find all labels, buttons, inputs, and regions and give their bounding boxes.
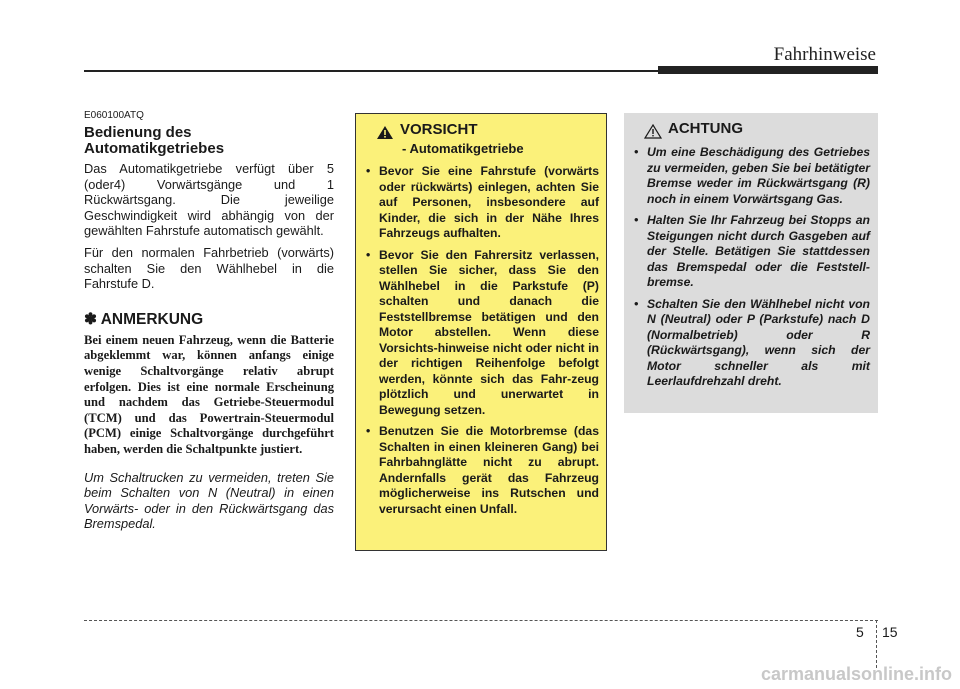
- warning-triangle-icon: [644, 124, 662, 139]
- warning-title: ACHTUNG: [668, 120, 743, 137]
- warning-list: [634, 145, 870, 390]
- caution-title-row: [366, 122, 599, 140]
- warning-item: • Schalten Sie den Wählhebel nicht von N (Neutral) oder P (Parkstufe) nach D (Normalbetrieb) oder R (Rückwärtsgang), wenn sich der Motor schneller als mit Leerlaufdrehzahl dreht.: [634, 297, 870, 390]
- caution-item: • Bevor Sie eine Fahrstufe (vorwärts oder rückwärts) einlegen, achten Sie auf Personen, insbesondere auf Kinder, die sich in der Nähe Ihres Fahrzeugs aufhalten.: [366, 164, 599, 242]
- warning-item: • Halten Sie Ihr Fahrzeug bei Stopps an Steigungen nicht durch Gasgeben auf der Stelle. Betätigen Sie stattdessen das Bremspedal oder die Feststell-bremse.: [634, 213, 870, 291]
- caution-item: • Benutzen Sie die Motorbremse (das Schalten in einen kleineren Gang) bei Fahrbahnglätte nicht zu abrupt. Andernfalls gerät das Fahrzeug möglicherweise ins Rutschen und verursacht einen Unfall.: [366, 424, 599, 517]
- warning-item: • Um eine Beschädigung des Getriebes zu vermeiden, geben Sie bei betätigter Bremse weder im Rückwärtsgang (R) noch in einem Vorwärtsgang Gas.: [634, 145, 870, 207]
- warning-box: [624, 113, 878, 413]
- page-number-separator: [876, 620, 877, 668]
- header-rule: [84, 70, 658, 72]
- warning-triangle-icon: [376, 125, 394, 140]
- caution-subtitle: - Automatikgetriebe: [402, 141, 524, 156]
- left-column: [84, 110, 334, 532]
- body-paragraph-1: Das Automatikgetriebe verfügt über 5 (oder4) Vorwärtsgänge und 1 Rückwärtsgang. Die jeweilige Geschwindigkeit wird abhängig von der gewählten Fahrstufe automatisch gewählt.: [84, 161, 334, 239]
- warning-title-row: [634, 121, 870, 139]
- note-text: Bei einem neuen Fahrzeug, wenn die Batterie abgeklemmt war, können anfangs einige wenige Schaltvorgänge relativ abrupt erfolgen. Dies ist eine normale Erscheinung und nachdem das Getriebe-Steuermodul (TCM) und das Powertrain-Steuermodul (PCM) einige Schaltvorgänge durchgeführt haben, werden die Schaltpunkte justiert.: [84, 332, 334, 456]
- page-number: 15: [882, 624, 898, 640]
- section-code: E060100ATQ: [84, 110, 144, 121]
- header-rule-thick: [658, 66, 878, 74]
- watermark: carmanualsonline.info: [760, 664, 952, 684]
- chapter-number: 5: [856, 624, 864, 640]
- caution-title: VORSICHT: [400, 121, 478, 138]
- caution-box: [355, 113, 607, 551]
- page-header-title: Fahrhinweise: [773, 44, 876, 65]
- italic-note: Um Schaltrucken zu vermeiden, treten Sie beim Schalten von N (Neutral) in einen Vorwärts- oder in den Rückwärtsgang das Bremspedal.: [84, 469, 334, 532]
- section-heading: Bedienung des Automatikgetriebes: [84, 124, 225, 157]
- footer-rule: [84, 620, 878, 621]
- caution-list: [366, 164, 599, 517]
- caution-item: • Bevor Sie den Fahrersitz verlassen, stellen Sie sicher, dass Sie den Wählhebel in die Parkstufe (P) schalten und danach die Feststellbremse betätigen und den Motor abstellen. Wenn diese Vorsichts-hinweise nicht oder nicht in der richtigen Reihenfolge befolgt werden, könnte sich das Fahr-zeug plötzlich und unerwartet in Bewegung setzen.: [366, 248, 599, 419]
- body-paragraph-2: Für den normalen Fahrbetrieb (vorwärts) schalten Sie den Wählhebel in die Fahrstufe D.: [84, 244, 334, 292]
- note-heading: ✽ ANMERKUNG: [84, 310, 204, 328]
